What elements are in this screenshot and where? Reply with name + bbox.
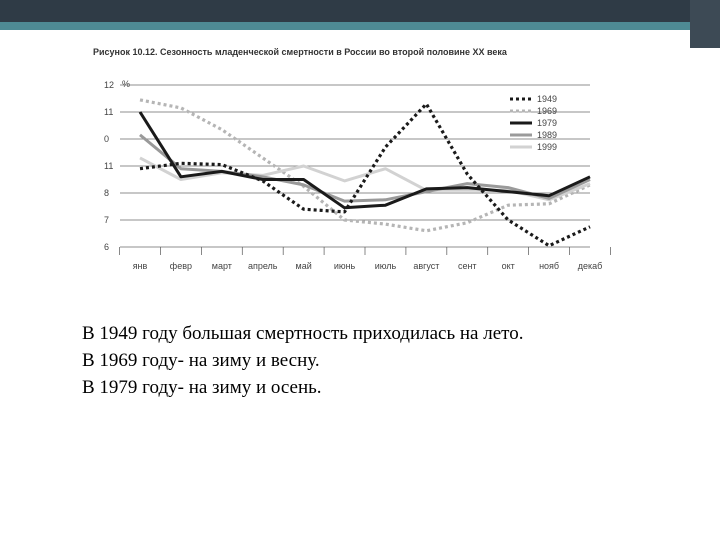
x-tick-label: окт	[501, 261, 515, 271]
y-tick-label: 6	[104, 242, 110, 252]
x-tick-label: август	[413, 261, 440, 271]
legend-label-1999: 1999	[537, 142, 558, 152]
x-tick-label: нояб	[539, 261, 560, 271]
chart-title: Рисунок 10.12. Сезонность младенческой смертности в России во второй половине XX века	[93, 47, 507, 57]
x-tick-label: декаб	[577, 261, 603, 271]
y-tick-label: 8	[104, 188, 110, 198]
y-tick-label: 11	[104, 107, 114, 117]
y-tick-label: 11	[104, 161, 114, 171]
y-tick-label: 0	[104, 134, 110, 144]
legend-label-1949: 1949	[537, 94, 558, 104]
caption-line-1979: В 1979 году- на зиму и осень.	[82, 377, 322, 398]
chart-legend	[510, 94, 557, 152]
caption-line-1949: В 1949 году большая смертность приходилась на лето.	[82, 323, 524, 344]
x-tick-label: май	[295, 261, 312, 271]
series-line-1979	[140, 112, 590, 208]
x-tick-label: июль	[374, 261, 397, 271]
legend-label-1989: 1989	[537, 130, 558, 140]
x-tick-label: янв	[132, 261, 148, 271]
x-tick-label: сент	[457, 261, 477, 271]
y-tick-label: 7	[104, 215, 110, 225]
y-tick-label: 12	[104, 80, 115, 90]
y-axis-unit-label: %	[122, 79, 131, 89]
x-tick-label: февр	[169, 261, 193, 271]
caption-line-1969: В 1969 году- на зиму и весну.	[82, 350, 320, 371]
legend-label-1969: 1969	[537, 106, 558, 116]
x-tick-label: март	[211, 261, 232, 271]
x-tick-label: апрель	[247, 261, 278, 271]
slide-caption	[82, 320, 682, 401]
series-line-1989	[140, 135, 590, 201]
legend-label-1979: 1979	[537, 118, 558, 128]
x-tick-label: июнь	[333, 261, 356, 271]
